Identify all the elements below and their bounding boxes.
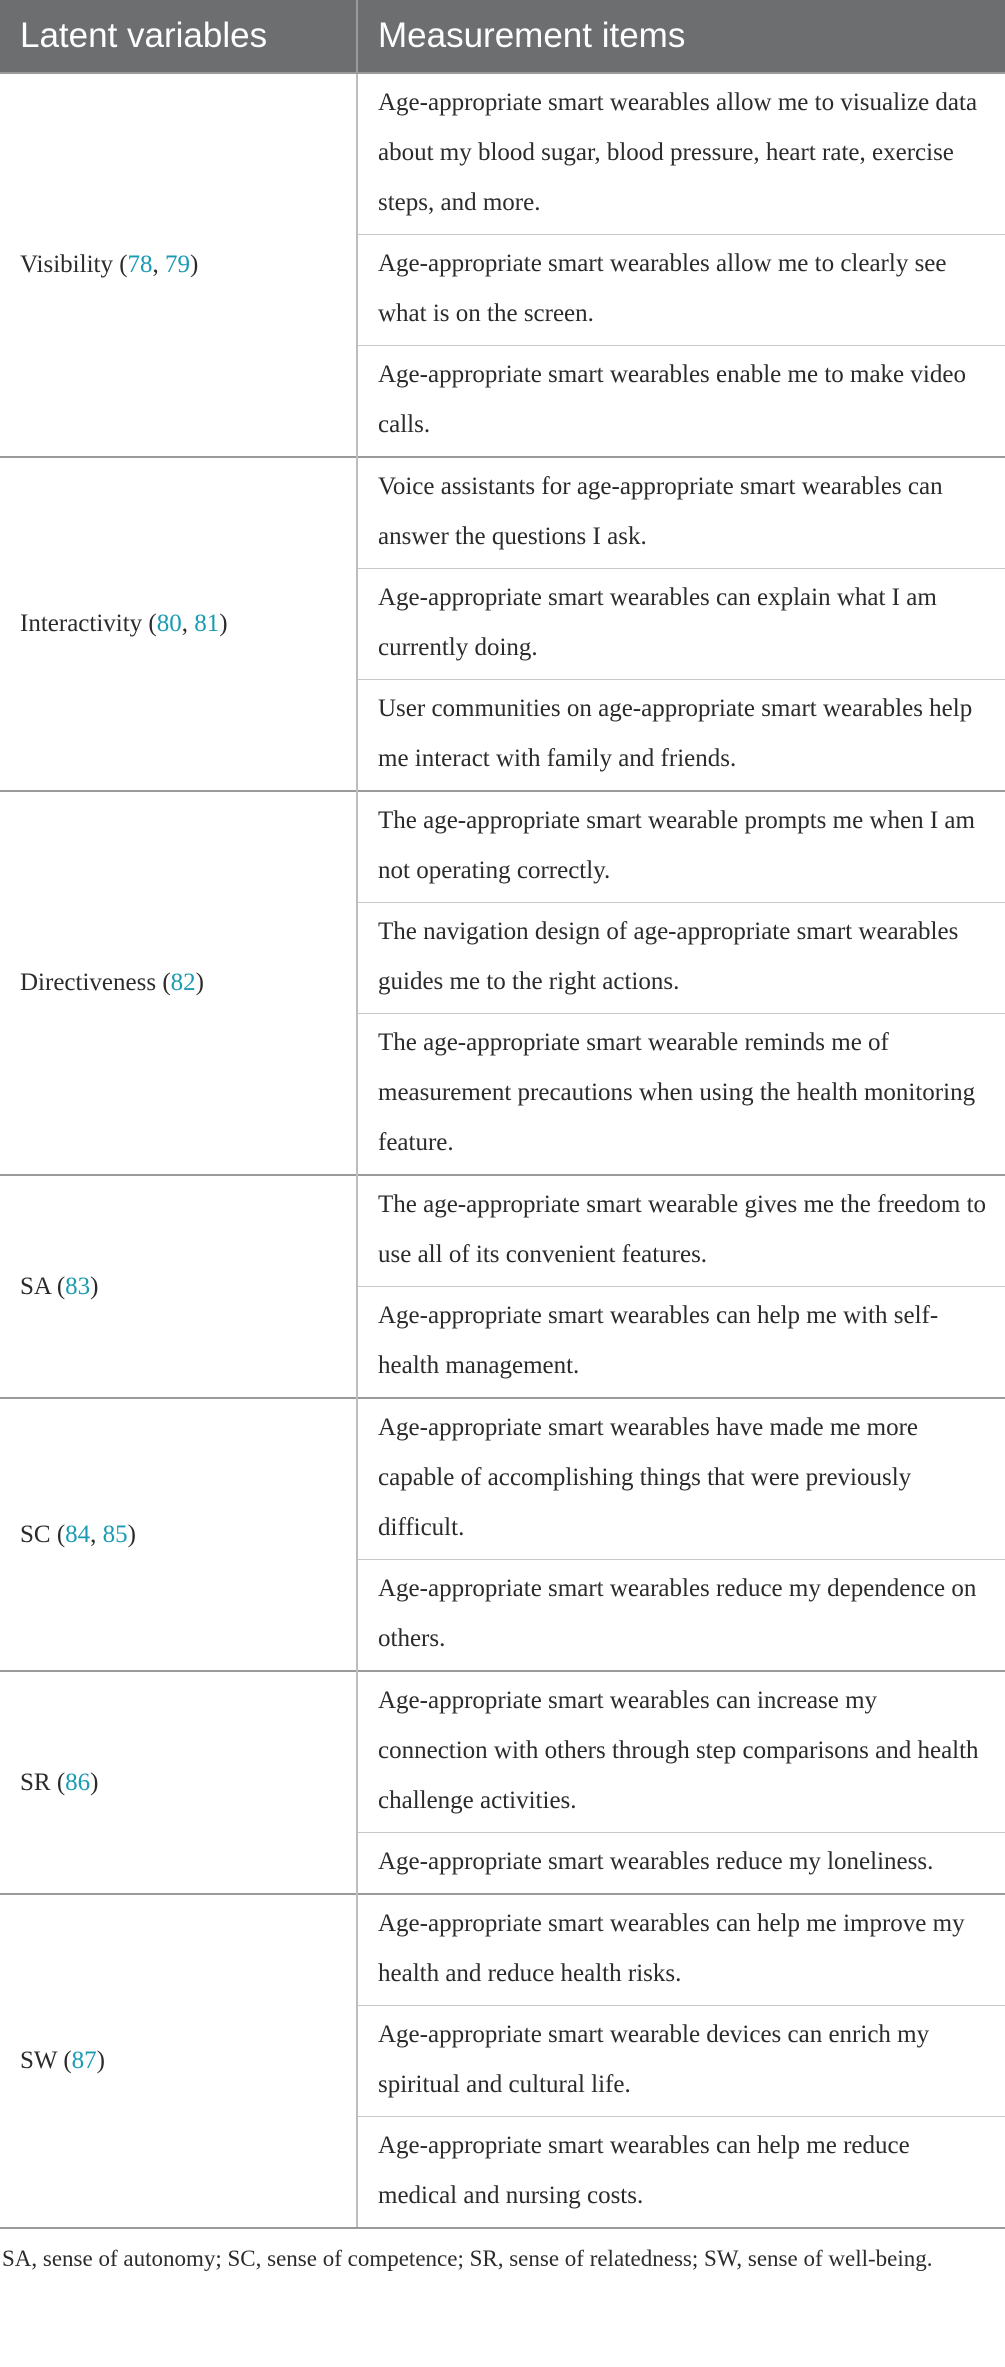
latent-variable-name: Visibility	[20, 251, 113, 278]
latent-variable-name: SW	[20, 2047, 58, 2074]
measurement-item-cell: Age-appropriate smart wearables allow me to clearly see what is on the screen.	[357, 235, 1005, 346]
latent-variable-cell: SC (84, 85)	[0, 1398, 357, 1671]
measurement-item-cell: Age-appropriate smart wearables reduce my dependence on others.	[357, 1560, 1005, 1672]
measurement-item-cell: Age-appropriate smart wearables can help me reduce medical and nursing costs.	[357, 2117, 1005, 2229]
measurement-item-cell: Age-appropriate smart wearables can explain what I am currently doing.	[357, 569, 1005, 680]
latent-variable-cell: Visibility (78, 79)	[0, 73, 357, 457]
measurement-item-cell: Voice assistants for age-appropriate smart wearables can answer the questions I ask.	[357, 457, 1005, 569]
reference-link[interactable]: 84	[65, 1520, 91, 1548]
table-row	[0, 73, 1005, 235]
table-row	[0, 1671, 1005, 1833]
table-body	[0, 73, 1005, 2228]
reference-link[interactable]: 86	[65, 1768, 91, 1796]
table-header-row	[0, 0, 1005, 73]
measurement-item-cell: Age-appropriate smart wearables reduce my loneliness.	[357, 1833, 1005, 1895]
table-footnote: SA, sense of autonomy; SC, sense of competence; SR, sense of relatedness; SW, sense of well-being.	[2, 2246, 933, 2271]
measurement-item-cell: The age-appropriate smart wearable reminds me of measurement precautions when using the health monitoring feature.	[357, 1014, 1005, 1176]
measurement-item-cell: Age-appropriate smart wearables allow me to visualize data about my blood sugar, blood pressure, heart rate, exercise steps, and more.	[357, 73, 1005, 235]
reference-link[interactable]: 79	[165, 251, 191, 278]
measurement-item-cell: Age-appropriate smart wearables can help me improve my health and reduce health risks.	[357, 1894, 1005, 2006]
latent-variable-name: SR	[20, 1768, 51, 1796]
latent-variable-name: SA	[20, 1272, 51, 1300]
latent-variable-name: SC	[20, 1520, 51, 1548]
header-latent-variables: Latent variables	[0, 0, 357, 73]
latent-variable-cell: Interactivity (80, 81)	[0, 457, 357, 791]
table-row	[0, 1398, 1005, 1560]
latent-variable-name: Interactivity	[20, 610, 143, 637]
latent-variable-cell: SW (87)	[0, 1894, 357, 2228]
reference-link[interactable]: 87	[71, 2047, 97, 2074]
measurement-item-cell: Age-appropriate smart wearables can increase my connection with others through step comparisons and health challenge activities.	[357, 1671, 1005, 1833]
reference-link[interactable]: 80	[156, 610, 182, 637]
table-row	[0, 1894, 1005, 2006]
table-row	[0, 791, 1005, 903]
measurement-item-cell: The navigation design of age-appropriate smart wearables guides me to the right actions.	[357, 903, 1005, 1014]
measurement-item-cell: Age-appropriate smart wearables have made me more capable of accomplishing things that were previously difficult.	[357, 1398, 1005, 1560]
reference-link[interactable]: 82	[170, 969, 196, 996]
reference-link[interactable]: 81	[194, 610, 220, 637]
measurement-item-cell: Age-appropriate smart wearable devices can enrich my spiritual and cultural life.	[357, 2006, 1005, 2117]
measurement-item-cell: The age-appropriate smart wearable prompts me when I am not operating correctly.	[357, 791, 1005, 903]
reference-link[interactable]: 85	[102, 1520, 128, 1548]
latent-variable-cell: SR (86)	[0, 1671, 357, 1894]
measurement-item-cell: Age-appropriate smart wearables enable me to make video calls.	[357, 346, 1005, 458]
measurement-item-cell: The age-appropriate smart wearable gives me the freedom to use all of its convenient features.	[357, 1175, 1005, 1287]
table-row	[0, 1175, 1005, 1287]
latent-variable-name: Directiveness	[20, 969, 157, 996]
measurement-item-cell: Age-appropriate smart wearables can help me with self-health management.	[357, 1287, 1005, 1399]
latent-variable-cell: SA (83)	[0, 1175, 357, 1398]
reference-link[interactable]: 83	[65, 1272, 91, 1300]
reference-link[interactable]: 78	[127, 251, 153, 278]
header-measurement-items: Measurement items	[357, 0, 1005, 73]
latent-variable-cell: Directiveness (82)	[0, 791, 357, 1175]
measurement-item-cell: User communities on age-appropriate smart wearables help me interact with family and friends.	[357, 680, 1005, 792]
table-row	[0, 457, 1005, 569]
